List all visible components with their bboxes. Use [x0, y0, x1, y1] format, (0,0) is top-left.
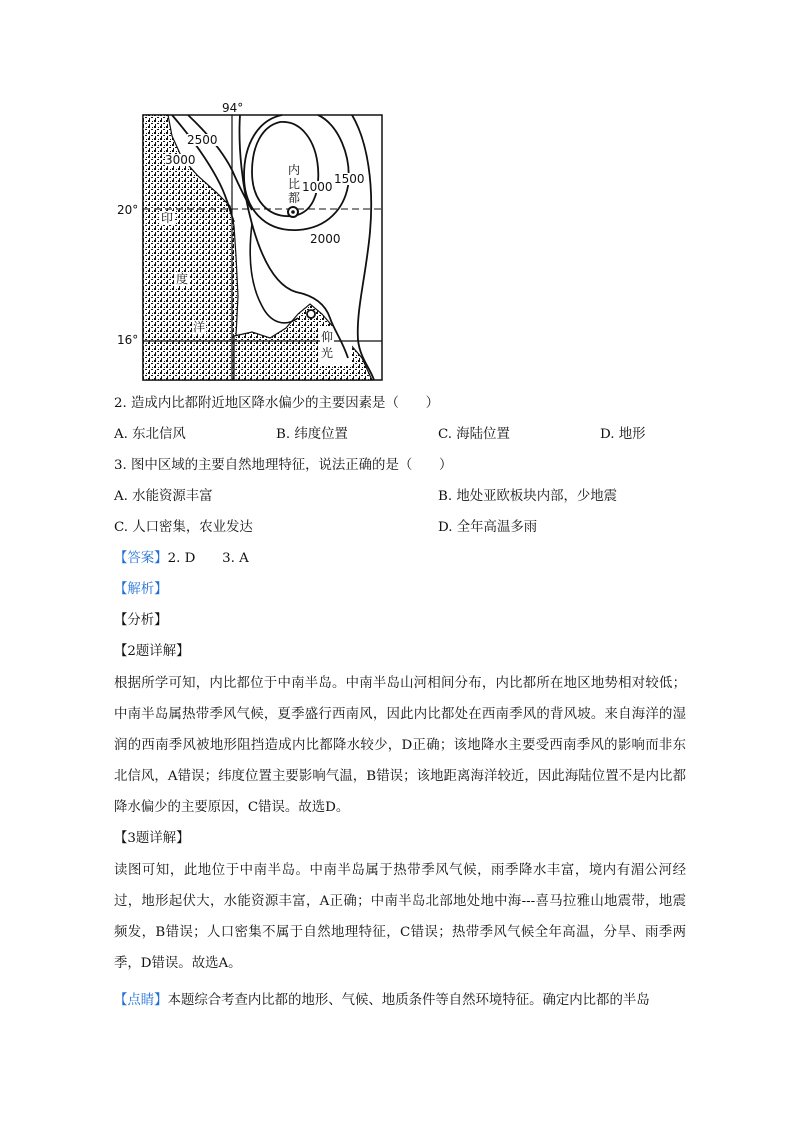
contour-1000-label: 1000 — [302, 180, 333, 194]
lat-20-label: 20° — [117, 203, 139, 217]
dianjing-tag: 【点睛】 — [114, 993, 168, 1008]
contour-2500-label: 2500 — [187, 133, 218, 147]
dianjing-line — [114, 985, 686, 1016]
q3-option-a: A. 水能资源丰富 — [114, 489, 213, 504]
q2-option-a: A. 东北信风 — [114, 427, 186, 442]
contour-map — [112, 96, 392, 386]
india-char-1: 印 — [160, 211, 173, 225]
india-char-3: 洋 — [192, 320, 205, 334]
q2-detail-text: 根据所学可知，内比都位于中南半岛。中南半岛山河相间分布，内比都所在地区地势相对较低；中南半岛属热带季风气候，夏季盛行西南风，因此内比都处在西南季风的背风坡。来自海洋的湿润的西南季风被地形阻挡造成内比都降水较少，D正确；该地降水主要受西南季风的影响而非东北信风，A错误；纬度位置主要影响气温，B错误；该地距离海洋较近，因此海陆位置不是内比都降水偏少的主要原因，C错误。故选D。 — [114, 676, 686, 815]
lat-16-label: 16° — [117, 333, 139, 347]
yangon-char-1: 仰 — [320, 330, 333, 344]
answer-line — [114, 549, 249, 569]
answer-text: 2. D 3. A — [167, 551, 249, 566]
yangon-marker — [307, 310, 315, 318]
q2-option-d: D. 地形 — [600, 427, 646, 442]
q2-option-c: C. 海陆位置 — [438, 427, 510, 442]
india-char-2: 度 — [175, 272, 188, 286]
answer-tag: 【答案】 — [114, 551, 168, 566]
q3-detail-text: 读图可知，此地位于中南半岛。中南半岛属于热带季风气候，雨季降水丰富，境内有湄公河经过，地形起伏大，水能资源丰富，A正确；中南半岛北部地处地中海---喜马拉雅山地震带，地震频发，B错误；人口密集不属于自然地理特征，C错误；热带季风气候全年高温，分旱、雨季两季，D错误。故选A。 — [114, 863, 686, 971]
contour-2000-label: 2000 — [310, 232, 341, 246]
yangon-char-2: 光 — [320, 346, 333, 360]
dianjing-text: 本题综合考查内比都的地形、气候、地质条件等自然环境特征。确定内比都的半岛 — [167, 993, 650, 1008]
question-2-stem: 2. 造成内比都附近地区降水偏少的主要因素是（ ） — [114, 396, 440, 411]
analysis-tag: 【解析】 — [114, 582, 168, 597]
contour-1500-label: 1500 — [334, 172, 365, 186]
naypyidaw-label: 内 比 都 — [287, 163, 300, 205]
q2-detail-tag: 【2题详解】 — [114, 644, 190, 659]
q3-option-b: B. 地处亚欧板块内部，少地震 — [438, 489, 618, 504]
q3-option-c: C. 人口密集，农业发达 — [114, 520, 253, 535]
q2-option-b: B. 纬度位置 — [276, 427, 348, 442]
question-3-stem: 3. 图中区域的主要自然地理特征，说法正确的是（ ） — [114, 458, 453, 473]
lon-94-label: 94° — [222, 101, 244, 115]
q3-detail-tag: 【3题详解】 — [114, 831, 190, 846]
fenxi-tag: 【分析】 — [114, 613, 168, 628]
q3-option-d: D. 全年高温多雨 — [438, 520, 538, 535]
contour-map-figure — [112, 96, 392, 386]
contour-3000-label: 3000 — [165, 153, 196, 167]
